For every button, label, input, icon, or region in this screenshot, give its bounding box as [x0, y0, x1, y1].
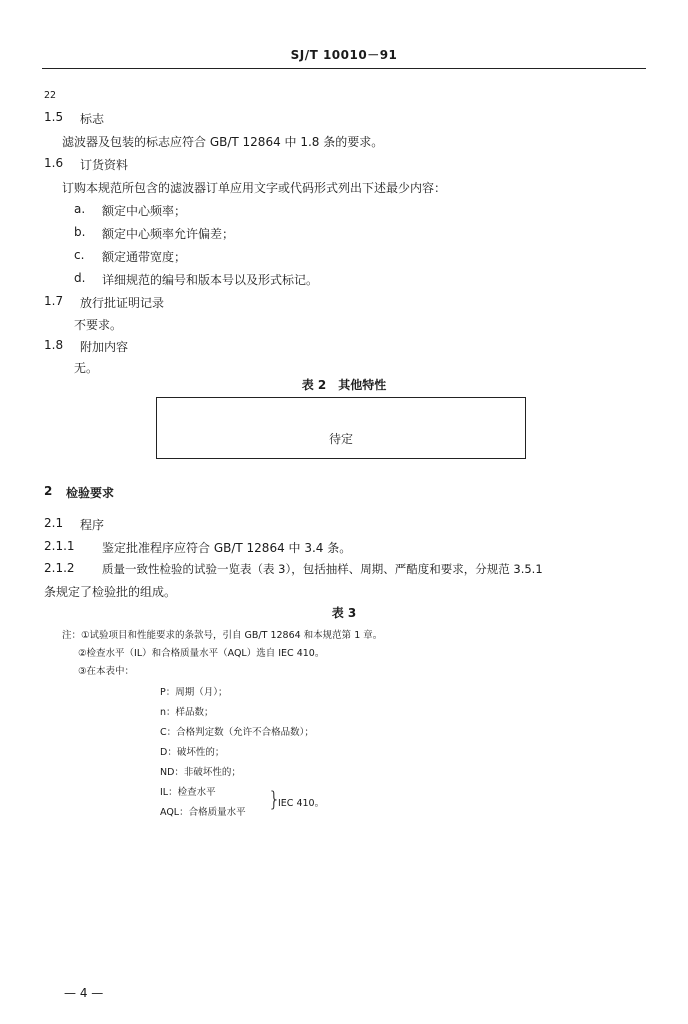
note-1: 注：①试验项目和性能要求的条款号，引自 GB/T 12864 和本规范第 1 章。: [62, 630, 383, 641]
para-2-1-1-number: 2.1.1: [44, 539, 75, 553]
page-top-number: 22: [44, 90, 57, 101]
order-item-text: 额定中心频率；: [102, 204, 187, 218]
section-2-number: 2: [44, 484, 53, 498]
section-1-6-body: 订购本规范所包含的滤波器订单应用文字或代码形式列出下述最少内容：: [62, 181, 447, 195]
section-1-7-body: 不要求。: [74, 318, 123, 332]
section-1-6-number: 1.6: [44, 156, 64, 170]
section-1-5-body: 滤波器及包装的标志应符合 GB/T 12864 中 1.8 条的要求。: [62, 135, 384, 149]
para-2-1-1-text: 鉴定批准程序应符合 GB/T 12864 中 3.4 条。: [102, 541, 352, 555]
note-definition-il: IL：检查水平: [160, 787, 216, 798]
section-2-title: 检验要求: [66, 486, 115, 500]
order-item-text: 额定通带宽度；: [102, 250, 187, 264]
document-code-header: SJ/T 10010－91: [290, 48, 398, 62]
note-iec-reference: IEC 410。: [278, 798, 325, 809]
header-rule: [42, 68, 646, 69]
para-2-1-2-number: 2.1.2: [44, 561, 75, 575]
section-1-8-title: 附加内容: [80, 340, 129, 354]
section-1-5-title: 标志: [80, 112, 105, 126]
section-1-5-number: 1.5: [44, 110, 64, 124]
section-1-7-title: 放行批证明记录: [80, 296, 165, 310]
section-1-6-title: 订货资料: [80, 158, 129, 172]
order-item-text: 额定中心频率允许偏差；: [102, 227, 235, 241]
note-definition: C：合格判定数（允许不合格品数）；: [160, 727, 314, 738]
note-3: ③在本表中：: [78, 666, 135, 677]
table-2-cell: 待定: [328, 432, 353, 446]
para-2-1-2-line1: 质量一致性检验的试验一览表（表 3），包括抽样、周期、严酷度和要求，分规范 3.5.1: [102, 562, 543, 576]
table-2-caption: 表 2 其他特性: [301, 378, 387, 392]
note-definition: D：破坏性的；: [160, 747, 225, 758]
section-1-8-body: 无。: [74, 361, 99, 375]
section-1-8-number: 1.8: [44, 338, 64, 352]
page-number-footer: — 4 —: [64, 986, 104, 1000]
note-definition: P：周期（月）；: [160, 687, 228, 698]
section-2-1-number: 2.1: [44, 516, 64, 530]
order-item-mark: c.: [74, 248, 85, 262]
brace-glyph: }: [268, 787, 281, 811]
note-definition-aql: AQL：合格质量水平: [160, 807, 246, 818]
order-item-mark: d.: [74, 271, 86, 285]
para-2-1-2-line2: 条规定了检验批的组成。: [44, 585, 177, 599]
note-2: ②检查水平（IL）和合格质量水平（AQL）选自 IEC 410。: [78, 648, 325, 659]
section-2-1-title: 程序: [80, 518, 105, 532]
table-3-caption: 表 3: [331, 606, 357, 620]
note-definition: ND：非破坏性的；: [160, 767, 241, 778]
order-item-mark: b.: [74, 225, 86, 239]
table-2: [156, 397, 526, 459]
order-item-text: 详细规范的编号和版本号以及形式标记。: [102, 273, 319, 287]
order-item-mark: a.: [74, 202, 86, 216]
note-definition: n：样品数；: [160, 707, 214, 718]
section-1-7-number: 1.7: [44, 294, 64, 308]
